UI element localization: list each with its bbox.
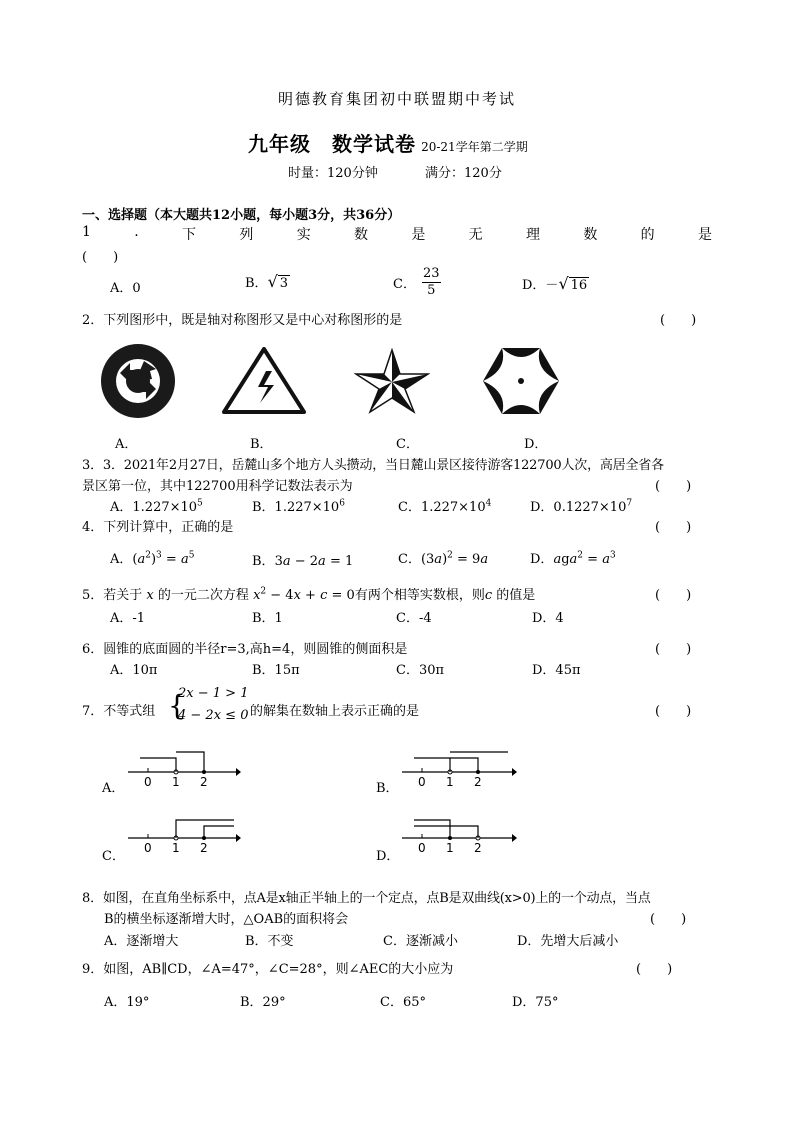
- q7-b-tick-0: 0: [418, 775, 426, 789]
- exam-score: 满分：120分: [425, 166, 502, 181]
- q4-answer-paren[interactable]: ( ): [655, 520, 692, 535]
- q1-char: 是: [697, 227, 712, 243]
- q2-stem: 2．下列图形中，既是轴对称图形又是中心对称图形的是: [82, 313, 403, 328]
- exam-time: 时量：120分钟: [288, 166, 378, 181]
- q1-b-label: B．: [245, 276, 268, 291]
- q3-c-text: C．1.227×10: [398, 500, 486, 515]
- q6-option-b: B．15π: [252, 663, 300, 678]
- q7-brace: {: [168, 689, 186, 722]
- q1-option-b: B．√ 3: [245, 272, 289, 291]
- q7-a-tick-1: 1: [172, 775, 180, 789]
- q7-c-tick-2: 2: [200, 841, 208, 855]
- q1-char: .: [134, 224, 139, 240]
- section-heading: 一、选择题（本大题共12小题，每小题3分，共36分）: [82, 208, 401, 223]
- q3-option-a: [110, 496, 203, 515]
- recycle-arrows-circle-icon: [100, 343, 176, 419]
- q7-a-tick-0: 0: [144, 775, 152, 789]
- q7-a-tick-2: 2: [200, 775, 208, 789]
- q1-char: 是: [411, 227, 426, 243]
- q3-b-exp: 6: [339, 498, 345, 509]
- q3-a-exp: 5: [197, 498, 203, 509]
- q5-text-b: 的一元二次方程: [157, 588, 249, 603]
- q4-option-c: C．$(3a)^2 = 9a$: [398, 550, 489, 567]
- q8-stem-line2: B的横坐标逐渐增大时，△OAB的面积将会: [104, 912, 349, 927]
- q7-answer-paren[interactable]: ( ): [655, 704, 692, 719]
- q2-option-a: A．: [115, 437, 138, 452]
- q1-c-label: C．: [393, 277, 416, 292]
- q7-number-line-c: [126, 814, 241, 859]
- q8-option-c: C．逐渐减小: [383, 934, 458, 949]
- q7-b-tick-2: 2: [474, 775, 482, 789]
- q6-option-c: C．30π: [396, 663, 445, 678]
- q1-char: 理: [526, 227, 540, 243]
- grade-subject: 九年级 数学试卷: [248, 132, 416, 156]
- q1-option-c: [393, 266, 441, 299]
- q4-c-label: C．: [398, 552, 421, 567]
- q7-stem-a: 7．不等式组: [82, 704, 156, 719]
- q6-option-a: A．10π: [110, 663, 158, 678]
- q3-stem-line2: 景区第一位，其中122700用科学记数法表示为: [82, 479, 353, 494]
- q1-d-label: D．－: [522, 278, 559, 293]
- q3-option-b: [252, 496, 345, 515]
- q7-number-line-d: [400, 814, 518, 859]
- q7-c-tick-1: 1: [172, 841, 180, 855]
- q6-answer-paren[interactable]: ( ): [655, 642, 692, 657]
- q9-option-a: A．19°: [104, 995, 150, 1010]
- q7-c-tick-0: 0: [144, 841, 152, 855]
- q7-d-tick-0: 0: [418, 841, 426, 855]
- q7-b-tick-1: 1: [446, 775, 454, 789]
- q1-c-denominator: 5: [427, 283, 436, 298]
- q5-option-b: B．1: [252, 611, 283, 626]
- q7-d-tick-2: 2: [474, 841, 482, 855]
- q1-char: 的: [640, 227, 655, 243]
- q1-d-radicand: 16: [570, 278, 588, 293]
- five-point-star-icon: [354, 348, 430, 414]
- q4-stem: 4．下列计算中，正确的是: [82, 520, 234, 535]
- hexagon-umbrella-icon: [482, 346, 560, 416]
- q2-answer-paren[interactable]: ( ): [660, 313, 697, 328]
- q7-number-line-b: [400, 748, 518, 793]
- q7-option-b: B．: [376, 781, 399, 796]
- q7-number-line-a: [126, 748, 241, 793]
- q7-stem-b: 的解集在数轴上表示正确的是: [250, 704, 420, 719]
- q4-d-label: D．: [530, 552, 554, 567]
- q5-text-c: 有两个相等实数根，则: [354, 588, 485, 603]
- q9-option-d: D．75°: [512, 995, 559, 1010]
- q3-a-text: A．1.227×10: [110, 500, 198, 515]
- q1-answer-paren[interactable]: ( ): [82, 250, 119, 265]
- q2-option-b: B．: [250, 437, 273, 452]
- q3-option-d: [530, 496, 632, 515]
- q3-stem-line1: 3．3．2021年2月27日，岳麓山多个地方人头攒动，当日麓山景区接待游客122700人次，高居全省各: [82, 458, 664, 473]
- lightning-warning-triangle-icon: [222, 347, 306, 415]
- q6-stem: 6．圆锥的底面圆的半径r=3,高h=4，则圆锥的侧面积是: [82, 642, 408, 657]
- q4-b-label: B．: [252, 554, 275, 569]
- q5-option-d: D．4: [532, 611, 564, 626]
- q7-option-d: D．: [376, 849, 400, 864]
- q5-option-a: A．-1: [110, 611, 146, 626]
- q3-option-c: [398, 496, 491, 515]
- q1-char: 列: [239, 227, 254, 243]
- q4-option-a: A．$(a^2)^3 = a^5$: [110, 550, 195, 567]
- q1-char: 1: [82, 224, 91, 240]
- q3-answer-paren[interactable]: ( ): [655, 479, 692, 494]
- q1-char: 数: [583, 227, 598, 243]
- q3-d-exp: 7: [626, 498, 633, 509]
- q8-option-a: A．逐渐增大: [104, 934, 179, 949]
- q3-d-text: D．0.1227×10: [530, 500, 627, 515]
- q1-option-a: A．0: [110, 281, 141, 296]
- q7-inequality-2: 4 − 2x ≤ 0: [178, 708, 249, 723]
- q3-b-text: B．1.227×10: [252, 500, 340, 515]
- q3-c-exp: 4: [485, 498, 492, 509]
- q6-option-d: D．45π: [532, 663, 581, 678]
- q8-stem-line1: 8．如图，在直角坐标系中，点A是x轴正半轴上的一个定点，点B是双曲线(x>0)上的一个动点，当点: [82, 891, 651, 906]
- q7-option-a: A．: [102, 781, 125, 796]
- q9-option-b: B．29°: [240, 995, 286, 1010]
- q1-char: 无: [468, 227, 483, 243]
- q7-inequality-1: 2x − 1 > 1: [178, 686, 249, 701]
- q5-answer-paren[interactable]: ( ): [655, 588, 692, 603]
- q9-option-c: C．65°: [380, 995, 426, 1010]
- q1-c-numerator: 23: [422, 266, 440, 281]
- q2-option-c: C．: [396, 437, 419, 452]
- q5-stem: 5．若关于 x 的一元二次方程 $x^2 - 4x + c = 0$有两个相等实数根，则c 的值是: [82, 586, 536, 603]
- q9-stem: 9．如图，AB∥CD，∠A=47°，∠C=28°，则∠AEC的大小应为: [82, 962, 454, 977]
- q5-text-d: 的值是: [496, 588, 536, 603]
- q1-stem: [82, 224, 712, 244]
- q9-answer-paren[interactable]: ( ): [636, 962, 673, 977]
- q2-option-d: D．: [524, 437, 548, 452]
- q1-b-radicand: 3: [279, 276, 289, 291]
- exam-title: [248, 128, 528, 157]
- q5-option-c: C．-4: [396, 611, 432, 626]
- q4-a-label: A．: [110, 552, 133, 567]
- term: 20-21学年第二学期: [421, 140, 528, 154]
- q5-text-a: 5．若关于: [82, 588, 143, 603]
- q1-char: 数: [354, 227, 369, 243]
- q1-option-d: D．－√ 16: [522, 274, 588, 293]
- q7-d-tick-1: 1: [446, 841, 454, 855]
- q1-char: 实: [296, 227, 311, 243]
- q4-option-d: D．$aga^2 = a^3$: [530, 550, 616, 567]
- q7-option-c: C．: [102, 849, 125, 864]
- q8-option-b: B．不变: [245, 934, 294, 949]
- q8-answer-paren[interactable]: ( ): [650, 912, 687, 927]
- q8-option-d: D．先增大后减小: [517, 934, 619, 949]
- q1-char: 下: [182, 227, 197, 243]
- school-title: 明德教育集团初中联盟期中考试: [277, 90, 516, 108]
- q4-option-b: B．3a − 2a = 1: [252, 554, 354, 569]
